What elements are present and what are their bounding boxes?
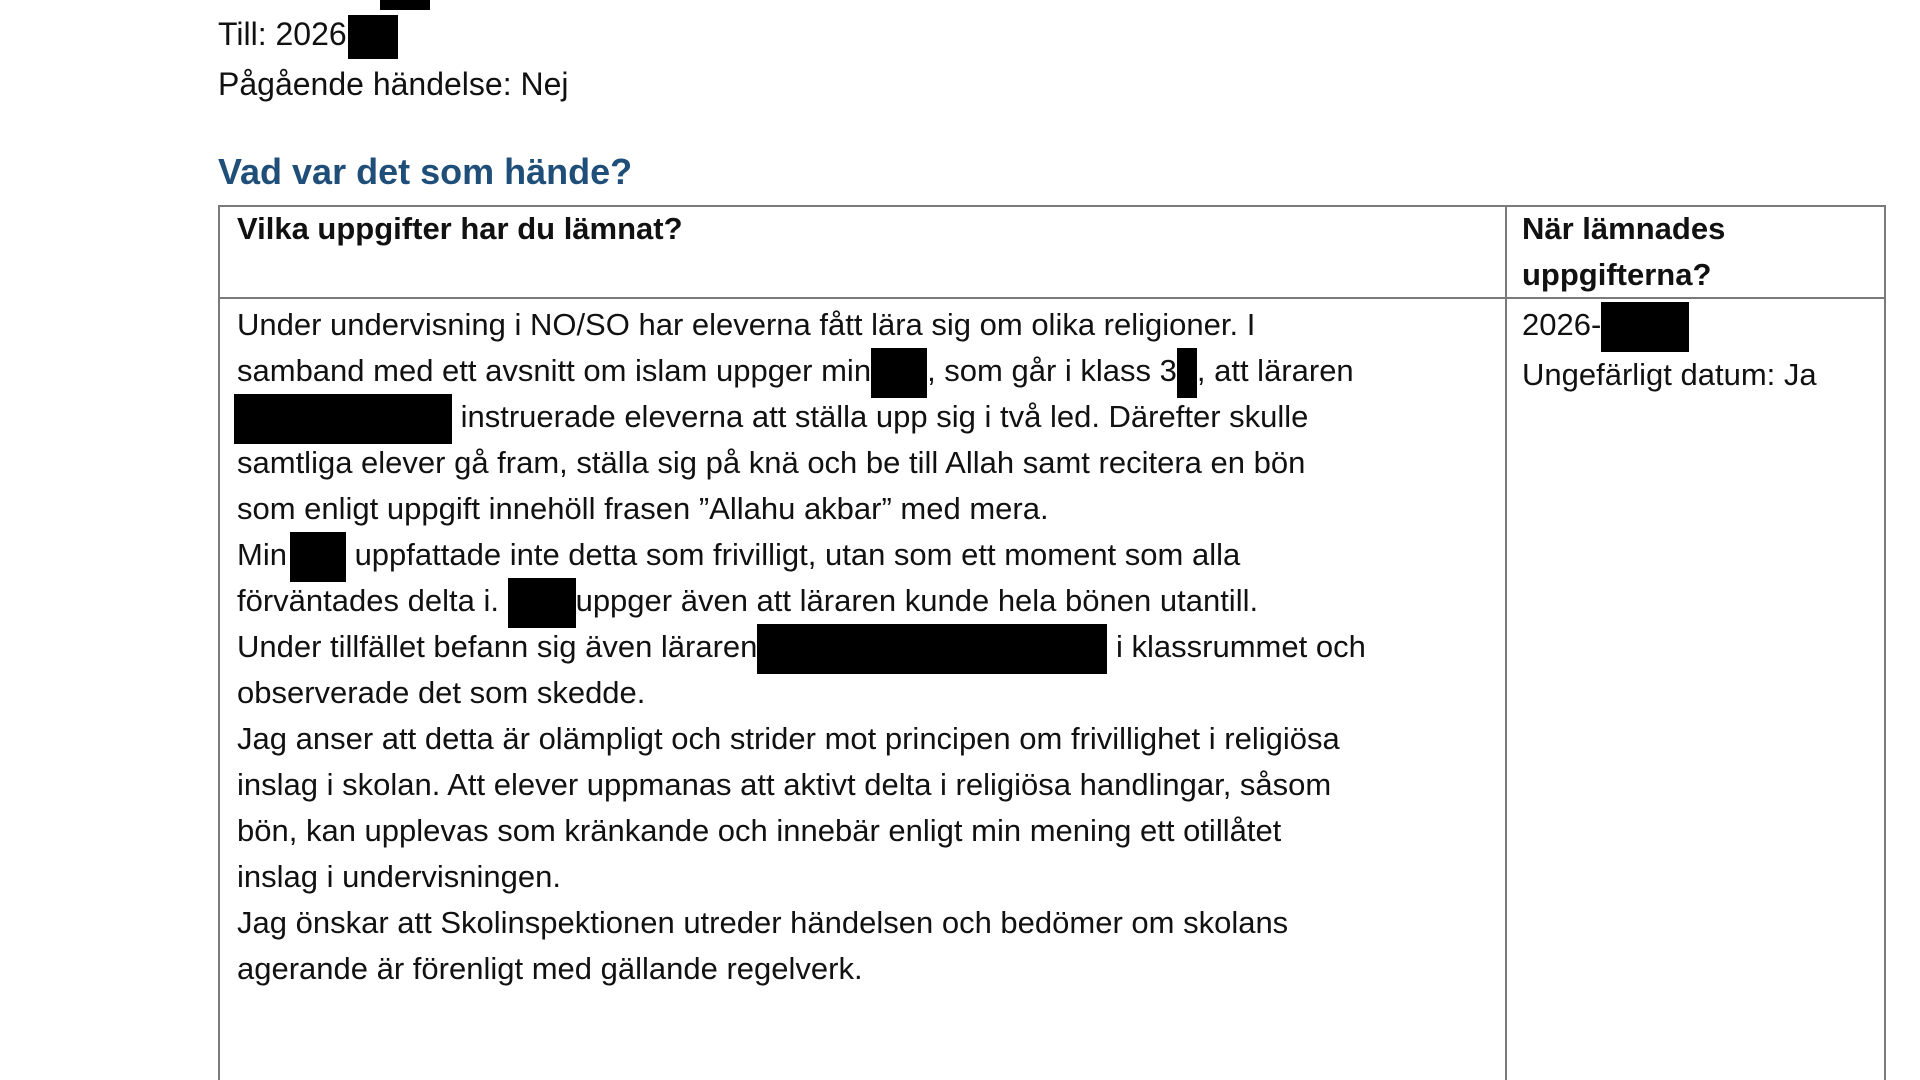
- redaction-block: [348, 15, 398, 59]
- approx-date-line: Ungefärligt datum: Ja: [1522, 357, 1817, 392]
- column-header-datum-line2: uppgifterna?: [1522, 257, 1712, 292]
- till-label: Till: 2026: [218, 16, 347, 52]
- description-line: Jag anser att detta är olämpligt och strider mot principen om frivillighet i religiösa: [237, 721, 1340, 756]
- description-line: Jag önskar att Skolinspektionen utreder händelsen och bedömer om skolans: [237, 905, 1289, 940]
- section-heading: Vad var det som hände?: [218, 151, 633, 192]
- redaction-block: [508, 578, 576, 628]
- column-header-datum: [1522, 206, 1725, 298]
- pagaende-value: Nej: [520, 66, 569, 102]
- description-line: instruerade eleverna att ställa upp sig i två led. Därefter skulle: [237, 394, 1495, 440]
- description-line: inslag i undervisningen.: [237, 859, 561, 894]
- description-line: som enligt uppgift innehöll frasen ”Allahu akbar” med mera.: [237, 491, 1049, 526]
- description-line: samtliga elever gå fram, ställa sig på knä och be till Allah samt recitera en bön: [237, 445, 1306, 480]
- redaction-block: [234, 394, 452, 444]
- date-cell: [1522, 302, 1882, 398]
- redaction-block: [1601, 302, 1689, 352]
- description-line: agerande är förenligt med gällande regelverk.: [237, 951, 863, 986]
- description-line: inslag i skolan. Att elever uppmanas att aktivt delta i religiösa handlingar, såsom: [237, 767, 1332, 802]
- date-prefix: 2026-: [1522, 307, 1602, 343]
- redaction-block: [290, 532, 346, 582]
- redaction-block: [380, 0, 430, 10]
- description-line: samband med ett avsnitt om islam uppger min , som går i klass 3 , att läraren: [237, 348, 1495, 394]
- column-header-uppgifter: Vilka uppgifter har du lämnat?: [237, 211, 683, 246]
- description-line: bön, kan upplevas som kränkande och innebär enligt min mening ett otillåtet: [237, 813, 1282, 848]
- column-header-datum-line1: När lämnades: [1522, 211, 1726, 246]
- redaction-block: [871, 348, 927, 398]
- redaction-block: [1177, 348, 1197, 398]
- date-value-line: [1522, 302, 1882, 352]
- description-line: Under tillfället befann sig även läraren i klassrummet och: [237, 624, 1495, 670]
- pagaende-label: Pågående händelse:: [218, 66, 512, 102]
- till-line: [218, 14, 398, 59]
- description-cell: [237, 302, 1495, 992]
- table-column-divider: [1505, 205, 1507, 1080]
- description-line: förväntades delta i. uppger även att läraren kunde hela bönen utantill.: [237, 578, 1495, 624]
- pagaende-line: [218, 64, 569, 104]
- description-line: Under undervisning i NO/SO har eleverna fått lära sig om olika religioner. I: [237, 307, 1256, 342]
- description-line: Min uppfattade inte detta som frivilligt, utan som ett moment som alla: [237, 532, 1495, 578]
- redaction-block: [757, 624, 1107, 674]
- description-line: observerade det som skedde.: [237, 675, 646, 710]
